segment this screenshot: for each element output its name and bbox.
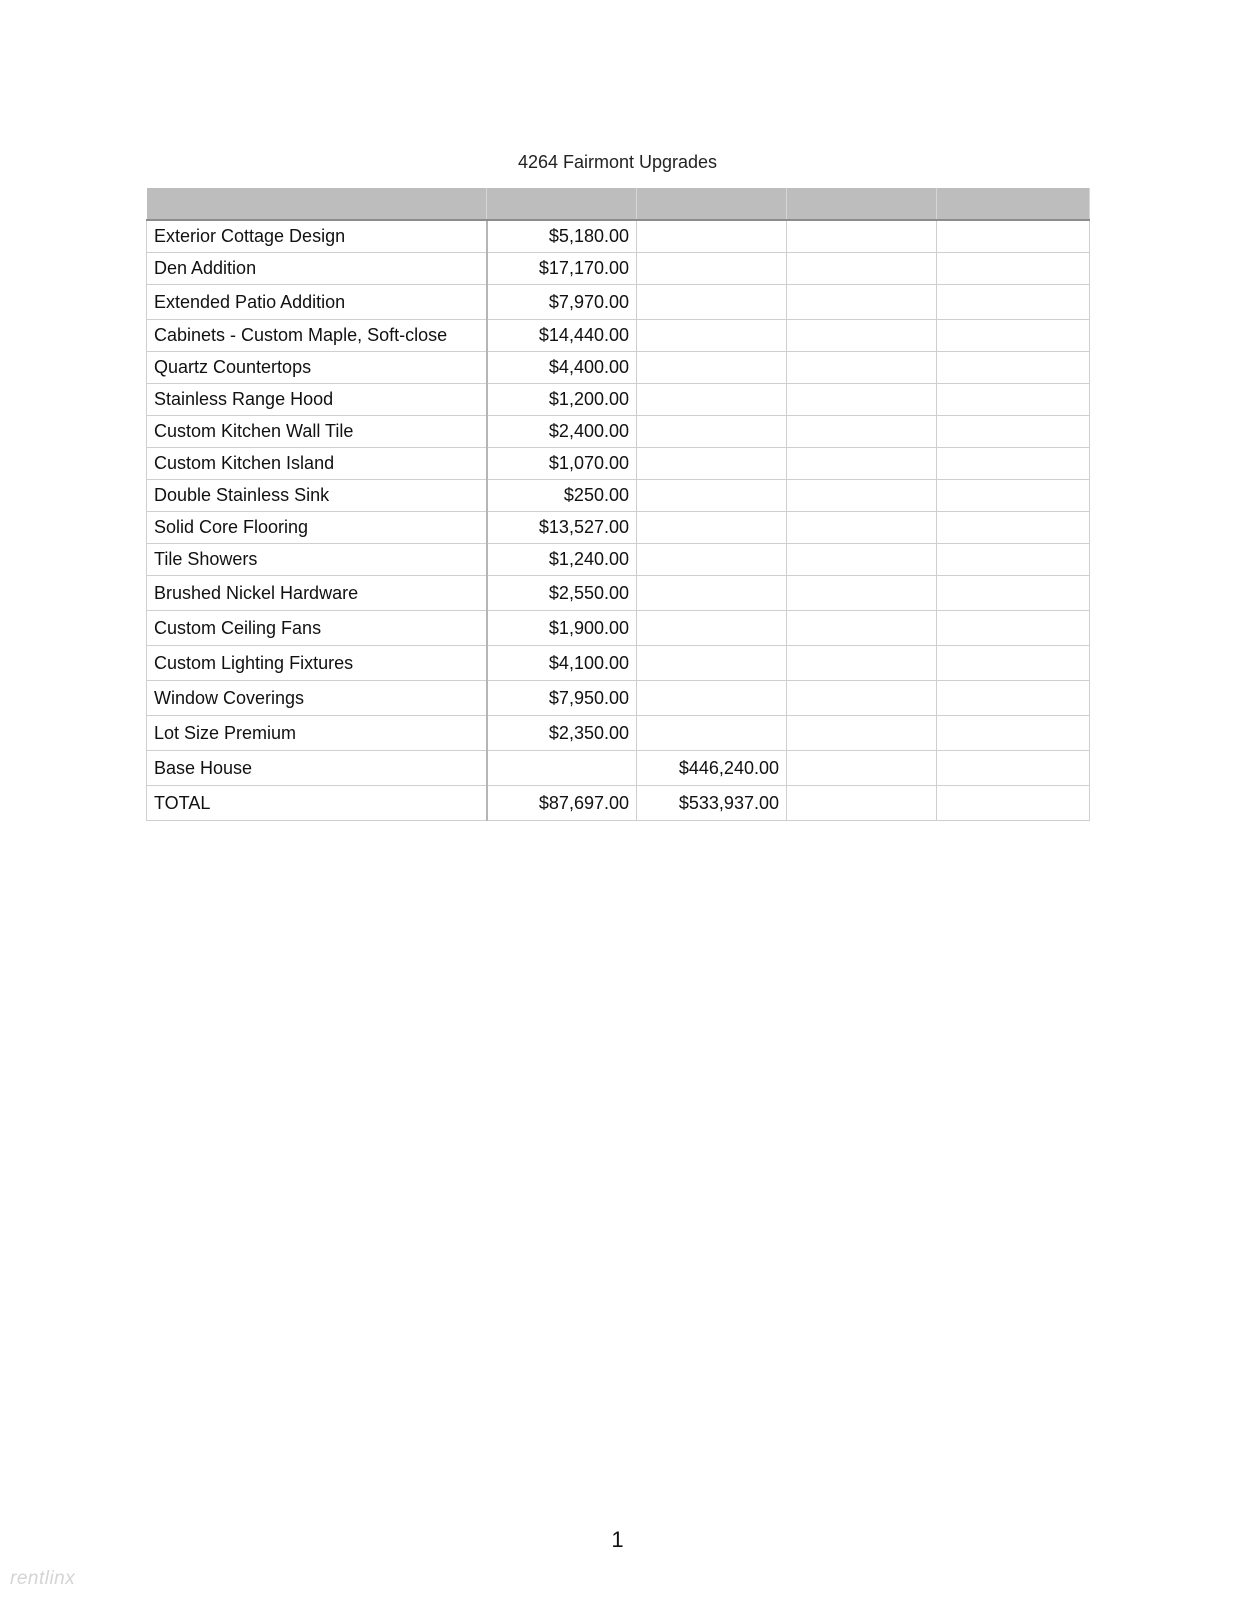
empty-cell — [787, 352, 937, 384]
empty-cell — [787, 611, 937, 646]
empty-cell — [937, 384, 1090, 416]
table-row — [147, 576, 1090, 611]
empty-cell — [937, 544, 1090, 576]
base-amount — [637, 384, 787, 416]
empty-cell — [937, 646, 1090, 681]
upgrade-amount: $7,970.00 — [487, 285, 637, 320]
empty-cell — [937, 320, 1090, 352]
item-label: Window Coverings — [147, 681, 487, 716]
item-label: Solid Core Flooring — [147, 512, 487, 544]
base-amount — [637, 512, 787, 544]
empty-cell — [937, 716, 1090, 751]
base-amount — [637, 576, 787, 611]
item-label: Double Stainless Sink — [147, 480, 487, 512]
item-label: Base House — [147, 751, 487, 786]
empty-cell — [787, 512, 937, 544]
table-row — [147, 416, 1090, 448]
empty-cell — [937, 352, 1090, 384]
empty-cell — [787, 751, 937, 786]
upgrade-amount: $2,400.00 — [487, 416, 637, 448]
item-label: Custom Ceiling Fans — [147, 611, 487, 646]
upgrade-amount: $14,440.00 — [487, 320, 637, 352]
table-row — [147, 716, 1090, 751]
item-label: Tile Showers — [147, 544, 487, 576]
empty-cell — [937, 751, 1090, 786]
table-row — [147, 220, 1090, 253]
empty-cell — [787, 716, 937, 751]
upgrade-amount: $1,240.00 — [487, 544, 637, 576]
base-amount — [637, 416, 787, 448]
empty-cell — [937, 611, 1090, 646]
item-label: Custom Kitchen Island — [147, 448, 487, 480]
empty-cell — [937, 416, 1090, 448]
base-amount — [637, 352, 787, 384]
item-label: Extended Patio Addition — [147, 285, 487, 320]
total-label: TOTAL — [147, 786, 487, 821]
upgrade-amount: $2,550.00 — [487, 576, 637, 611]
empty-cell — [937, 512, 1090, 544]
table-row — [147, 512, 1090, 544]
empty-cell — [787, 786, 937, 821]
empty-cell — [937, 576, 1090, 611]
item-label: Quartz Countertops — [147, 352, 487, 384]
upgrades-table — [146, 188, 1090, 821]
item-label: Exterior Cottage Design — [147, 220, 487, 253]
item-label: Lot Size Premium — [147, 716, 487, 751]
empty-cell — [787, 576, 937, 611]
empty-cell — [937, 220, 1090, 253]
item-label: Custom Lighting Fixtures — [147, 646, 487, 681]
empty-cell — [937, 285, 1090, 320]
empty-cell — [787, 480, 937, 512]
table-row — [147, 751, 1090, 786]
table-row — [147, 320, 1090, 352]
base-amount — [637, 480, 787, 512]
base-amount — [637, 220, 787, 253]
item-label: Brushed Nickel Hardware — [147, 576, 487, 611]
empty-cell — [787, 253, 937, 285]
table-row — [147, 611, 1090, 646]
empty-cell — [787, 646, 937, 681]
base-amount — [637, 320, 787, 352]
base-amount — [637, 253, 787, 285]
table-row — [147, 285, 1090, 320]
upgrade-amount: $7,950.00 — [487, 681, 637, 716]
table-row — [147, 646, 1090, 681]
item-label: Custom Kitchen Wall Tile — [147, 416, 487, 448]
table-row — [147, 384, 1090, 416]
base-amount — [637, 448, 787, 480]
table-row — [147, 448, 1090, 480]
header-cell — [787, 188, 937, 220]
table-row — [147, 544, 1090, 576]
upgrade-amount — [487, 751, 637, 786]
table-row — [147, 480, 1090, 512]
upgrade-amount: $1,070.00 — [487, 448, 637, 480]
upgrade-amount: $250.00 — [487, 480, 637, 512]
upgrade-amount: $13,527.00 — [487, 512, 637, 544]
header-cell — [147, 188, 487, 220]
empty-cell — [787, 220, 937, 253]
page-number: 1 — [611, 1527, 624, 1552]
base-amount — [637, 716, 787, 751]
base-amount — [637, 681, 787, 716]
empty-cell — [787, 285, 937, 320]
total-base-amount: $533,937.00 — [637, 786, 787, 821]
empty-cell — [937, 681, 1090, 716]
base-amount — [637, 285, 787, 320]
header-cell — [487, 188, 637, 220]
empty-cell — [787, 448, 937, 480]
upgrade-amount: $17,170.00 — [487, 253, 637, 285]
total-row — [147, 786, 1090, 821]
upgrade-amount: $4,400.00 — [487, 352, 637, 384]
empty-cell — [937, 480, 1090, 512]
base-amount: $446,240.00 — [637, 751, 787, 786]
table-row — [147, 253, 1090, 285]
base-amount — [637, 611, 787, 646]
table-row — [147, 681, 1090, 716]
upgrade-amount: $5,180.00 — [487, 220, 637, 253]
empty-cell — [787, 416, 937, 448]
upgrade-amount: $2,350.00 — [487, 716, 637, 751]
empty-cell — [937, 786, 1090, 821]
header-cell — [637, 188, 787, 220]
header-cell — [937, 188, 1090, 220]
document-title: 4264 Fairmont Upgrades — [517, 152, 718, 172]
upgrade-amount: $4,100.00 — [487, 646, 637, 681]
empty-cell — [937, 253, 1090, 285]
empty-cell — [787, 544, 937, 576]
empty-cell — [937, 448, 1090, 480]
watermark-logo: rentlinx — [10, 1568, 76, 1589]
empty-cell — [787, 384, 937, 416]
base-amount — [637, 646, 787, 681]
empty-cell — [787, 320, 937, 352]
header-row — [147, 188, 1090, 220]
empty-cell — [787, 681, 937, 716]
base-amount — [637, 544, 787, 576]
table-row — [147, 352, 1090, 384]
upgrade-amount: $1,200.00 — [487, 384, 637, 416]
item-label: Cabinets - Custom Maple, Soft-close — [147, 320, 487, 352]
upgrade-amount: $1,900.00 — [487, 611, 637, 646]
item-label: Stainless Range Hood — [147, 384, 487, 416]
item-label: Den Addition — [147, 253, 487, 285]
total-upgrade-amount: $87,697.00 — [487, 786, 637, 821]
